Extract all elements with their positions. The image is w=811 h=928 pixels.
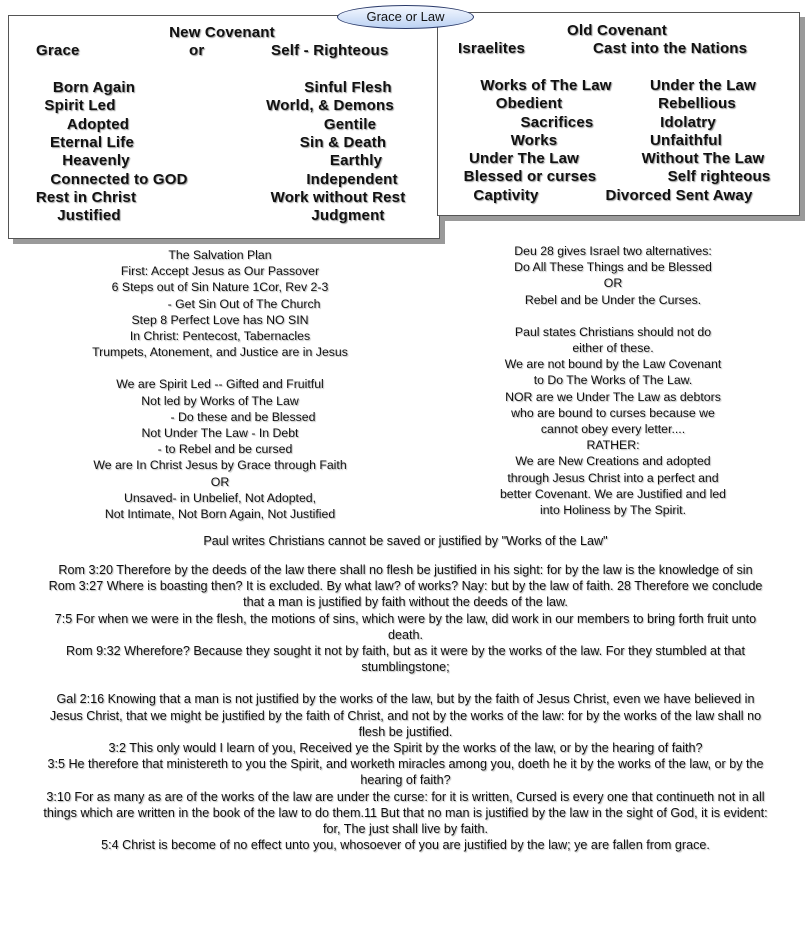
deu28-line: OR (603, 276, 623, 291)
salvation-plan-line: The Salvation Plan (168, 248, 272, 262)
grace-or-law-title: Grace or Law (337, 5, 474, 29)
grace-item: Connected to GOD (50, 171, 188, 188)
israelites-item: Works of The Law (480, 77, 612, 94)
paul-states-line: into Holiness by The Spirit. (539, 503, 687, 518)
verse-gal-2-16: Gal 2:16 Knowing that a man is not justified by the works of the law, but by the faith of Jesus Christ, even we have believed in Jesus Christ, that we might be justified by the faith of Christ, and not by the works of the law: for by the works of the law shall no flesh be justified. (49, 692, 762, 739)
spirit-led-line: Unsaved- in Unbelief, Not Adopted, (123, 490, 317, 505)
paul-states-line: We are not bound by the Law Covenant (504, 357, 722, 372)
israelites-item: Captivity (473, 187, 539, 204)
cast-into-nations-item: Without The Law (641, 150, 765, 167)
self-righteous-item: Work without Rest (270, 189, 406, 206)
verse-gal-3-2: 3:2 This only would I learn of you, Received ye the Spirit by the works of the law, or by the hearing of faith? (108, 741, 703, 756)
salvation-plan-line: 6 Steps out of Sin Nature 1Cor, Rev 2-3 (111, 280, 329, 295)
verse-gal-3-5: 3:5 He therefore that ministereth to you the Spirit, and worketh miracles among you, doeth he it by the works of the law, or by the hearing of faith? (47, 757, 764, 788)
salvation-plan-block (40, 247, 400, 522)
cast-into-nations-item: Unfaithful (650, 132, 722, 149)
verse-rom-9-32: Rom 9:32 Wherefore? Because they sought it not by faith, but as it were by the works of the law. For they stumbled at that stumblingstone; (65, 644, 746, 675)
self-righteous-item: Judgment (311, 207, 385, 224)
israelites-item: Sacrifices (520, 114, 594, 131)
grace-item: Spirit Led (44, 97, 116, 114)
self-righteous-item: Independent (306, 171, 398, 188)
grace-item: Adopted (66, 116, 130, 133)
salvation-plan-line: Step 8 Perfect Love has NO SIN (131, 312, 309, 327)
deu28-block (448, 243, 778, 518)
paul-states-line: cannot obey every letter.... (540, 422, 686, 437)
salvation-plan-line: Trumpets, Atonement, and Justice are in Jesus (92, 345, 348, 360)
grace-item: Justified (57, 207, 121, 224)
verse-gal-3-10: 3:10 For as many as are of the works of the law are under the curse: for it is written, Cursed is every one that continueth not in all things which are written in the book of the law to do them.11 But that no man is justified by the law in the sight of God, it is evident: for, The just shall live by faith. (43, 789, 768, 837)
paul-states-line: to Do The Works of The Law. (533, 373, 693, 388)
self-righteous-heading: Self - Righteous (271, 42, 389, 59)
self-righteous-item: Sin & Death (299, 134, 387, 151)
new-covenant-heading: New Covenant (169, 24, 275, 41)
spirit-led-line: Not Intimate, Not Born Again, Not Justified (104, 507, 336, 522)
israelites-heading: Israelites (458, 40, 526, 57)
paul-states-line: better Covenant. We are Justified and led (499, 486, 727, 501)
salvation-plan-line: First: Accept Jesus as Our Passover (120, 264, 320, 279)
grace-heading: Grace (36, 42, 80, 59)
grace-item: Rest in Christ (35, 189, 137, 206)
spirit-led-line: - Do these and be Blessed (170, 409, 316, 424)
or-label: or (189, 42, 205, 59)
deu28-line: Deu 28 gives Israel two alternatives: (514, 244, 712, 258)
paul-states-line: NOR are we Under The Law as debtors (505, 389, 721, 404)
paul-states-line: either of these. (572, 341, 654, 356)
spirit-led-line: Not Under The Law - In Debt (141, 426, 299, 441)
paul-states-line: who are bound to curses because we (511, 405, 715, 420)
grace-item: Born Again (52, 79, 136, 96)
self-righteous-item: Gentile (323, 116, 377, 133)
israelites-item: Obedient (495, 95, 563, 112)
grace-item: Heavenly (62, 152, 130, 169)
paul-states-line: through Jesus Christ into a perfect and (507, 470, 719, 485)
cast-into-nations-item: Idolatry (660, 114, 716, 131)
spirit-led-line: We are In Christ Jesus by Grace through Faith (93, 458, 347, 473)
salvation-plan-line: In Christ: Pentecost, Tabernacles (129, 329, 311, 344)
verse-rom-3-27: Rom 3:27 Where is boasting then? It is excluded. By what law? of works? Nay: but by the law of faith. 28 Therefore we conclude that a man is justified by faith without the deeds of the law. (48, 579, 763, 610)
cast-into-nations-heading: Cast into the Nations (593, 40, 748, 57)
verse-rom-3-20: Rom 3:20 Therefore by the deeds of the law there shall no flesh be justified in his sight: for by the law is the knowledge of sin (58, 563, 753, 577)
paul-states-line: Paul states Christians should not do (514, 324, 712, 339)
verse-rom-7-5: 7:5 For when we were in the flesh, the motions of sins, which were by the law, did work in our members to bring forth fruit unto death. (54, 611, 757, 642)
spirit-led-line: We are Spirit Led -- Gifted and Fruitful (116, 377, 324, 392)
salvation-plan-line: - Get Sin Out of The Church (167, 296, 321, 311)
paul-states-line: We are New Creations and adopted (515, 454, 711, 469)
spirit-led-line: Not led by Works of The Law (141, 393, 299, 408)
grace-item: Eternal Life (49, 134, 135, 151)
self-righteous-item: Earthly (329, 152, 383, 169)
spirit-led-line: - to Rebel and be cursed (157, 442, 293, 457)
cast-into-nations-item: Self righteous (667, 168, 771, 185)
spirit-led-line: OR (210, 474, 230, 489)
cast-into-nations-item: Under the Law (650, 77, 756, 94)
self-righteous-item: World, & Demons (266, 97, 394, 114)
israelites-item: Under The Law (468, 150, 580, 167)
paul-writes-heading: Paul writes Christians cannot be saved or justified by "Works of the Law" (203, 534, 608, 548)
deu28-line: Do All These Things and be Blessed (514, 260, 712, 275)
paul-states-line: RATHER: (586, 438, 640, 453)
cast-into-nations-item: Divorced Sent Away (605, 187, 753, 204)
israelites-item: Blessed or curses (463, 168, 597, 185)
deu28-line: Rebel and be Under the Curses. (524, 292, 702, 307)
old-covenant-heading: Old Covenant (567, 22, 667, 39)
verse-gal-5-4: 5:4 Christ is become of no effect unto you, whosoever of you are justified by the law; ye are fallen from grace. (101, 838, 710, 853)
cast-into-nations-item: Rebellious (658, 95, 736, 112)
israelites-item: Works (510, 132, 558, 149)
scripture-verses (40, 562, 771, 853)
self-righteous-item: Sinful Flesh (304, 79, 392, 96)
